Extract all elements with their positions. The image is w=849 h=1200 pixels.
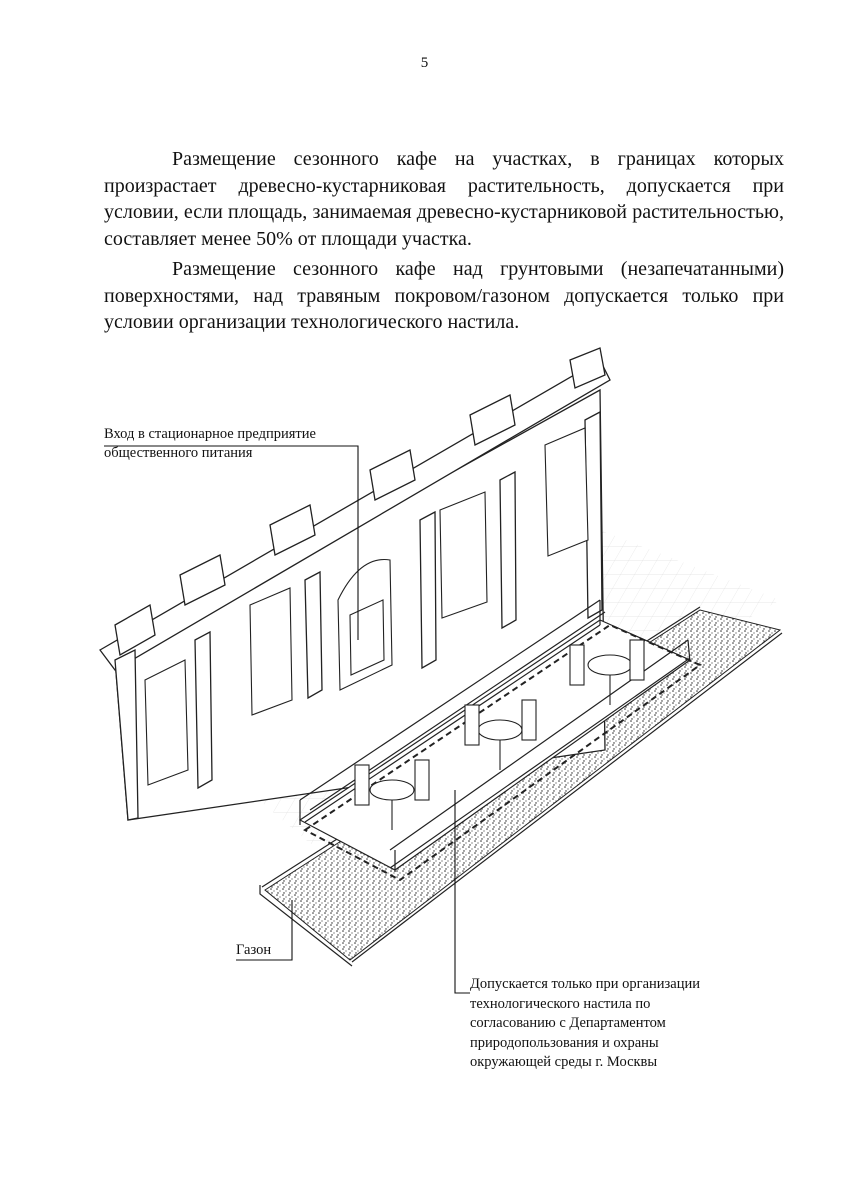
paragraph: Размещение сезонного кафе на участках, в границах которых произрастает древесно-кустарниковая растительность, допускается при условии, если площадь, занимаемая древесно-кустарниковой растительностью, составляет менее 50% от площади участка. — [104, 148, 784, 250]
callout-note-line5: окружающей среды г. Москвы — [470, 1054, 658, 1070]
callout-entrance-line1: Вход в стационарное предприятие — [104, 426, 316, 442]
callout-note — [470, 975, 760, 1073]
callout-note-line2: технологического настила по — [470, 995, 651, 1012]
page-number: 5 — [420, 55, 429, 71]
callout-note-line4: природопользования и охраны — [470, 1034, 659, 1051]
callout-note-line1: Допускается только при организации — [470, 976, 701, 992]
paragraph: Размещение сезонного кафе над грунтовыми (незапечатанными) поверхностями, над травяным покровом/газоном допускается только при условии организации технологического настила. — [104, 258, 784, 333]
callout-entrance-line2: общественного питания — [104, 445, 253, 461]
callout-lawn: Газон — [236, 942, 272, 958]
callout-entrance — [104, 425, 364, 463]
callout-note-line3: согласованию с Департаментом — [470, 1015, 666, 1031]
